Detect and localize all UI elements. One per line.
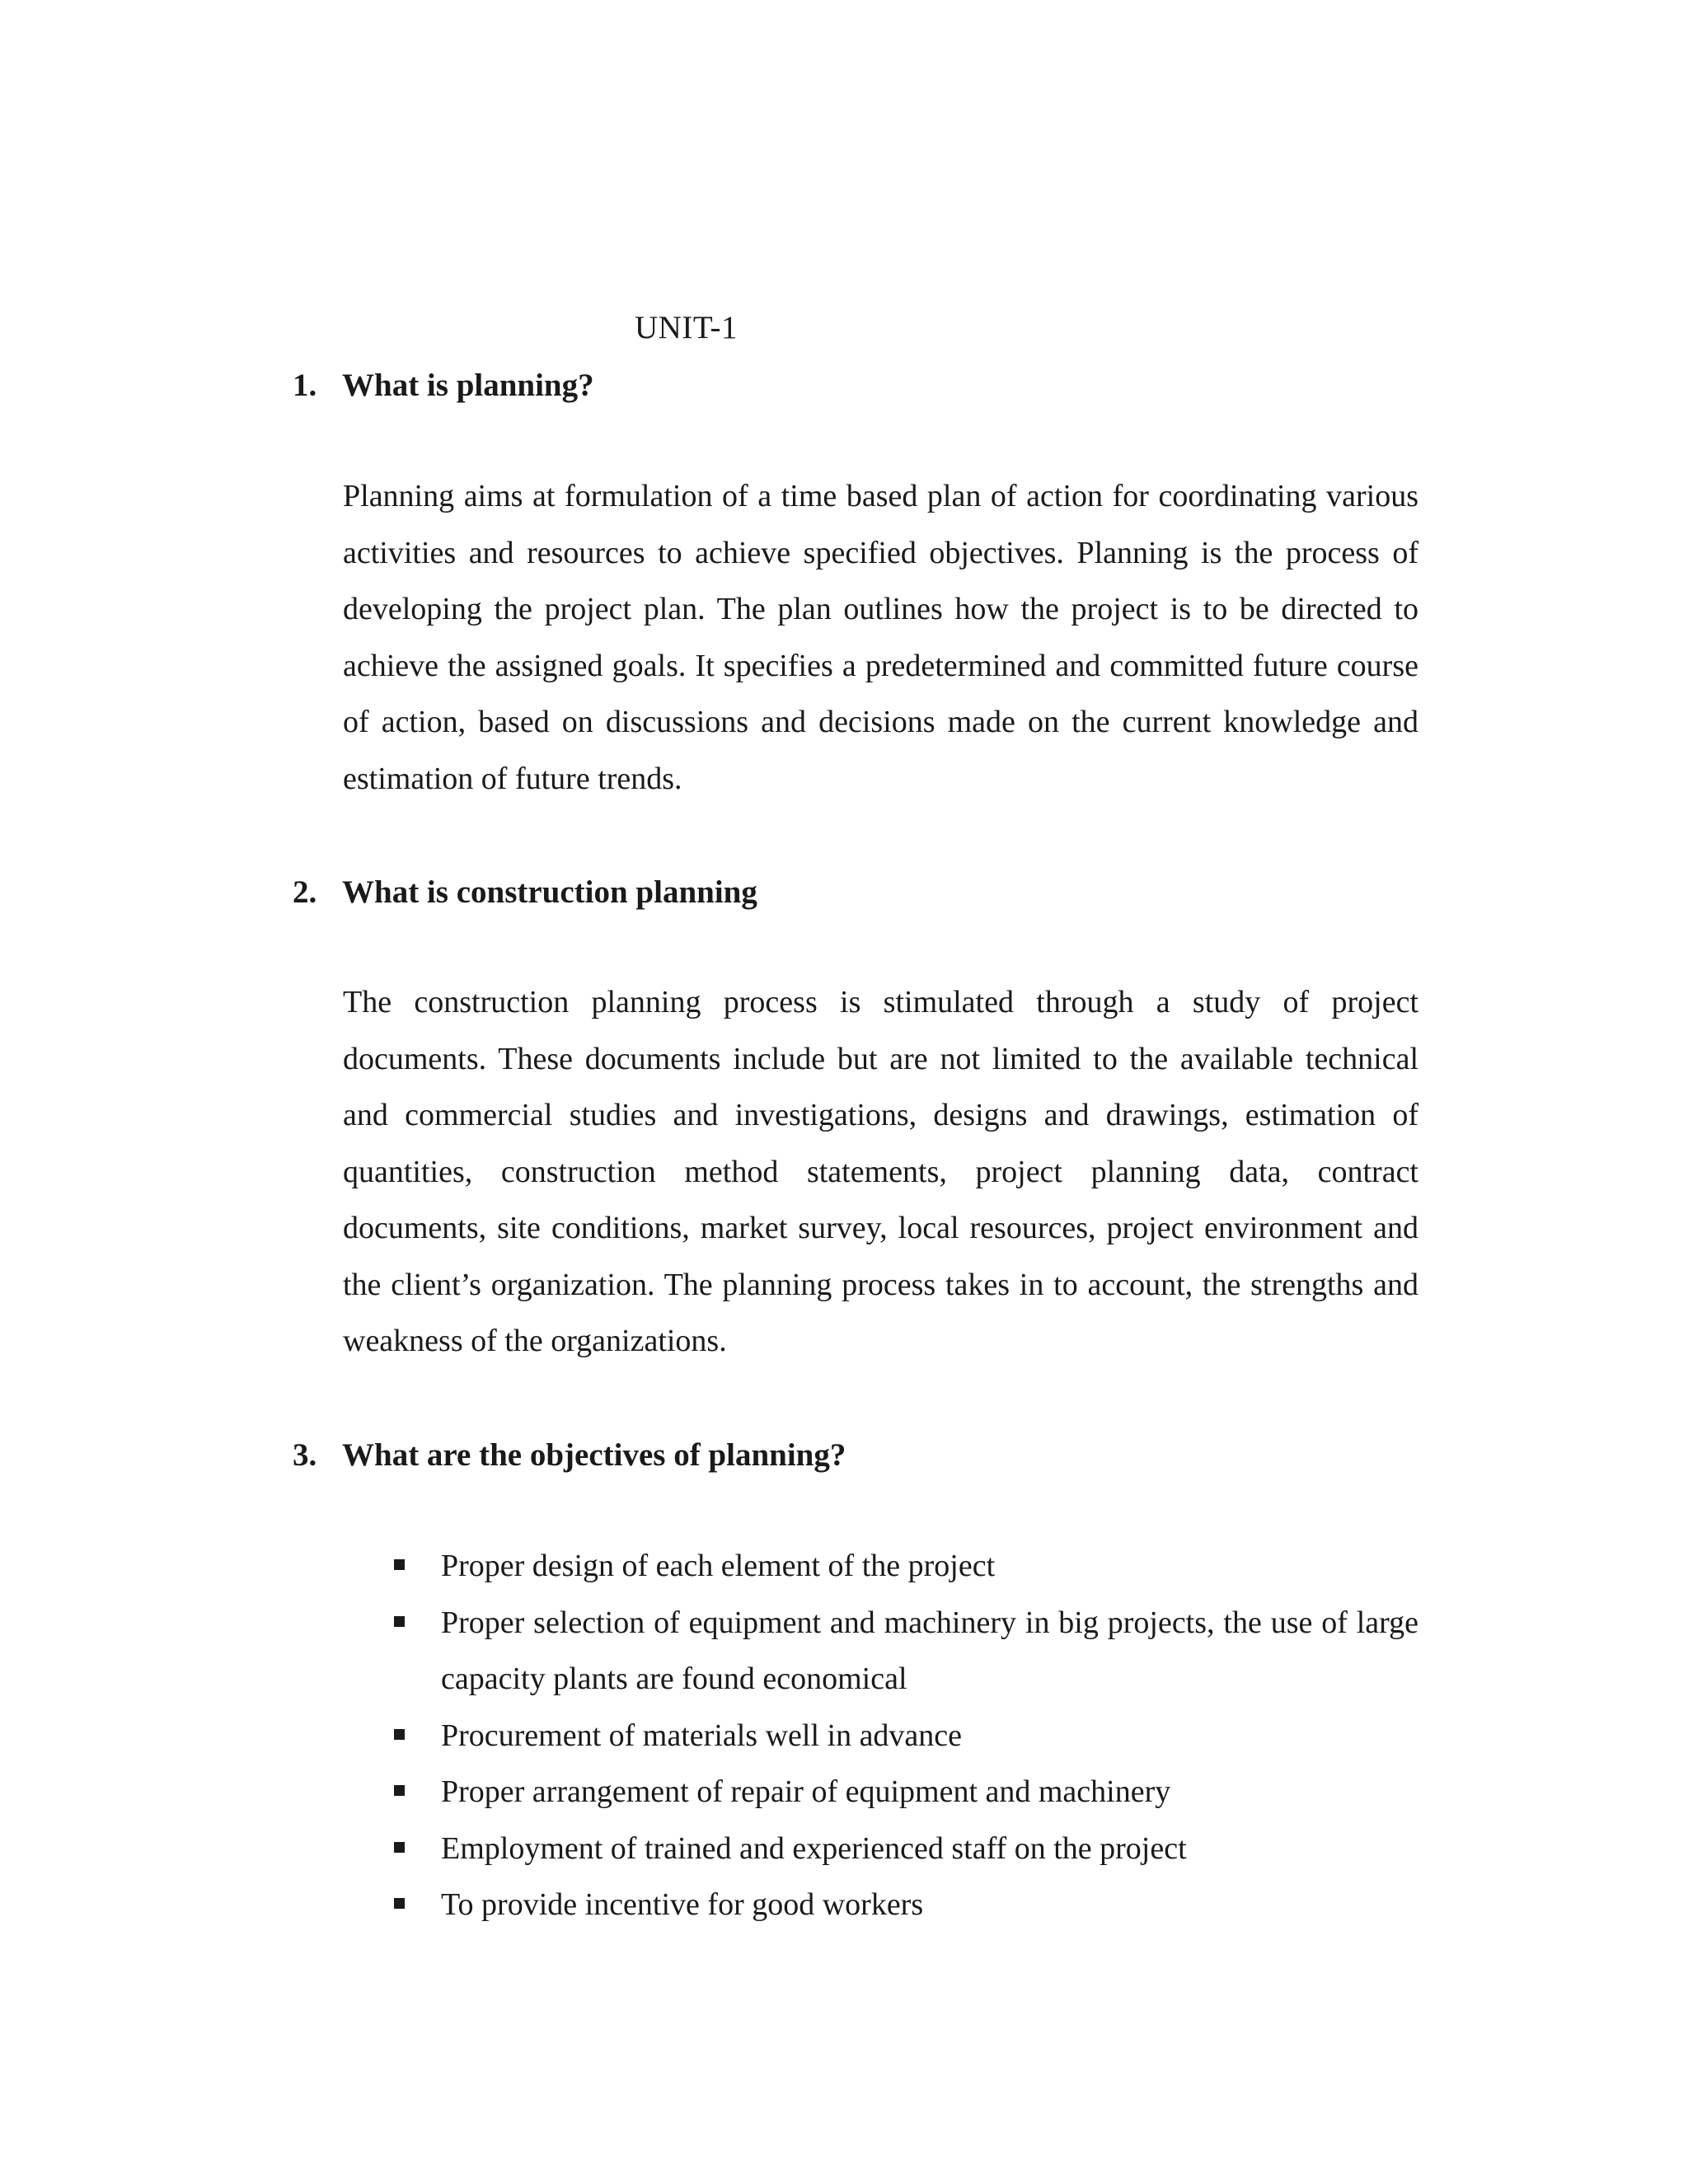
objective-text: Proper design of each element of the project [441, 1549, 996, 1583]
objective-text: Procurement of materials well in advance [441, 1718, 963, 1753]
square-bullet-icon [394, 1898, 405, 1909]
square-bullet-icon [394, 1842, 405, 1853]
answer-1-paragraph: Planning aims at formulation of a time based plan of action for coordinating various activities and resources to achieve specified objectives. Planning is the process of developing the project plan. The plan outlines how the project is to be directed to achieve the assigned goals. It specifies a predetermined and committed future course of action, based on discussions and decisions made on the current knowledge and estimation of future trends. [343, 479, 1418, 796]
objective-text: Proper selection of equipment and machinery in big projects, the use of large capacity plants are found economical [441, 1605, 1418, 1696]
square-bullet-icon [394, 1729, 405, 1740]
objective-text: To provide incentive for good workers [441, 1887, 924, 1922]
square-bullet-icon [394, 1559, 405, 1570]
unit-title: UNIT-1 [635, 310, 738, 345]
objective-item [343, 1538, 1418, 1595]
question-3-number: 3. [293, 1437, 317, 1473]
objective-item [343, 1708, 1418, 1765]
square-bullet-icon [394, 1616, 405, 1627]
objective-item [343, 1595, 1418, 1708]
objective-item [343, 1821, 1418, 1877]
answer-2-paragraph: The construction planning process is stimulated through a study of project documents. These documents include but are not limited to the available technical and commercial studies and investigations, designs and drawings, estimation of quantities, construction method statements, project planning data, contract documents, site conditions, market survey, local resources, project environment and the client’s organization. The planning process takes in to account, the strengths and weakness of the organizations. [343, 985, 1418, 1358]
objective-item [343, 1764, 1418, 1821]
question-1-text: What is planning? [342, 368, 594, 403]
question-2-number: 2. [293, 874, 317, 910]
square-bullet-icon [394, 1785, 405, 1796]
objective-text: Employment of trained and experienced staff on the project [441, 1830, 1187, 1866]
question-2-heading [293, 871, 757, 914]
question-3-text: What are the objectives of planning? [342, 1437, 846, 1473]
question-2-text: What is construction planning [342, 874, 757, 910]
objective-item [343, 1877, 1418, 1933]
question-1-heading [293, 364, 594, 407]
question-1-number: 1. [293, 368, 317, 403]
question-3-heading [293, 1434, 846, 1477]
objectives-list [343, 1538, 1418, 1933]
objective-text: Proper arrangement of repair of equipment and machinery [441, 1774, 1171, 1809]
